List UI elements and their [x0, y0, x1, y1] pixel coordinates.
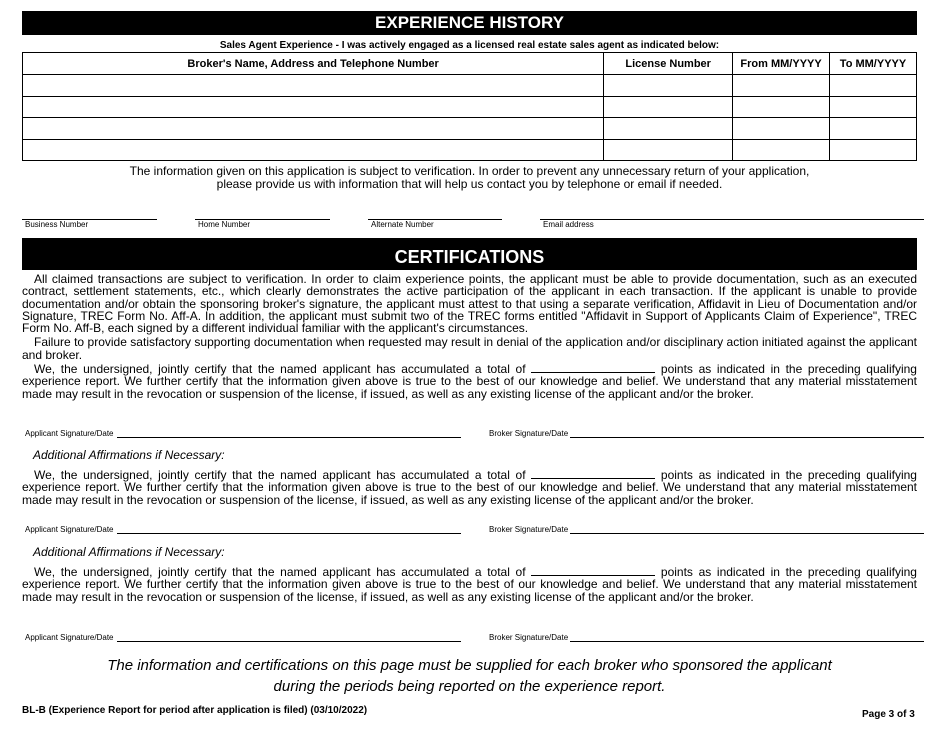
from-date-cell[interactable] — [733, 96, 830, 118]
business-number-label: Business Number — [25, 220, 89, 229]
additional-certification-2 — [22, 566, 917, 603]
broker-name-cell[interactable] — [23, 96, 604, 118]
applicant-signature-label: Applicant Signature/Date — [25, 633, 114, 642]
failure-paragraph: Failure to provide satisfactory supporting documentation when requested may result in denial of the application and/or disciplinary action initiated against the applicant and broker. — [22, 335, 917, 362]
col-license-number: License Number — [604, 53, 733, 75]
from-date-cell[interactable] — [733, 75, 830, 97]
table-row — [23, 96, 917, 118]
certifications-heading: CERTIFICATIONS — [22, 238, 917, 270]
applicant-signature-label: Applicant Signature/Date — [25, 525, 114, 534]
verification-paragraph: All claimed transactions are subject to verification. In order to claim experience points, the applicant must be able to provide documentation, such as an executed contract, settlement statements, etc., which clearly demonstrates the active participation of the applicant in each transaction. If the applicant is unable to provide documentation and/or obtain the sponsoring broker's signature, the applicant must attest to that using a separate verification, Affidavit in Lieu of Documentation and/or Signature, TREC Form No. Aff-A. In addition, the applicant must submit two of the TREC forms entitled "Affidavit in Support of Applicants Claim of Experience", TREC Form No. Aff-B, each signed by a different individual familiar with the applicant's circumstances. — [22, 272, 917, 336]
broker-signature-label: Broker Signature/Date — [489, 429, 569, 438]
broker-name-cell[interactable] — [23, 118, 604, 140]
form-identifier: BL-B (Experience Report for period after application is filed) (03/10/2022) — [22, 705, 368, 716]
sponsor-note-line1: The information and certifications on this page must be supplied for each broker who sponsored the applicant — [107, 657, 832, 674]
verification-info-line2: please provide us with information that will help us contact you by telephone or email if needed. — [216, 177, 723, 191]
certification-statement: We, the undersigned, jointly certify that the named applicant has accumulated a total of points as indicated in the preceding qualifying experience report. We further certify that the information given above is true to the best of our knowledge and belief. We understand that any material misstatement made may result in the revocation or suspension of the license, if issued, as well as any existing license of the applicant and/or the broker. — [22, 362, 917, 401]
certification-intro — [22, 273, 917, 400]
broker-name-cell[interactable] — [23, 75, 604, 97]
additional-certification-1 — [22, 469, 917, 506]
broker-signature-field[interactable] — [570, 641, 924, 642]
applicant-signature-field[interactable] — [117, 437, 461, 438]
table-row — [23, 139, 917, 161]
experience-table — [22, 52, 917, 161]
email-field[interactable] — [540, 219, 924, 220]
points-total-field[interactable] — [531, 567, 655, 576]
verification-info — [22, 165, 917, 191]
applicant-signature-label: Applicant Signature/Date — [25, 429, 114, 438]
license-number-cell[interactable] — [604, 96, 733, 118]
col-broker-name: Broker's Name, Address and Telephone Number — [23, 53, 604, 75]
to-date-cell[interactable] — [830, 139, 917, 161]
experience-history-heading: EXPERIENCE HISTORY — [22, 11, 917, 35]
broker-signature-field[interactable] — [570, 533, 924, 534]
from-date-cell[interactable] — [733, 139, 830, 161]
additional-affirmations-label: Additional Affirmations if Necessary: — [33, 545, 225, 559]
broker-signature-label: Broker Signature/Date — [489, 525, 569, 534]
certification-statement: We, the undersigned, jointly certify that the named applicant has accumulated a total of points as indicated in the preceding qualifying experience report. We further certify that the information given above is true to the best of our knowledge and belief. We understand that any material misstatement made may result in the revocation or suspension of the license, if issued, as well as any existing license of the applicant and/or the broker. — [22, 565, 917, 604]
sponsor-note-line2: during the periods being reported on the experience report. — [273, 678, 666, 695]
table-row — [23, 118, 917, 140]
page-number: Page 3 of 3 — [862, 709, 915, 720]
experience-subtitle: Sales Agent Experience - I was actively engaged as a licensed real estate sales agent as indicated below: — [219, 40, 720, 51]
from-date-cell[interactable] — [733, 118, 830, 140]
table-row — [23, 75, 917, 97]
home-number-label: Home Number — [198, 220, 251, 229]
to-date-cell[interactable] — [830, 118, 917, 140]
license-number-cell[interactable] — [604, 118, 733, 140]
additional-affirmations-label: Additional Affirmations if Necessary: — [33, 448, 225, 462]
license-number-cell[interactable] — [604, 75, 733, 97]
to-date-cell[interactable] — [830, 75, 917, 97]
points-total-field[interactable] — [531, 364, 655, 373]
email-label: Email address — [543, 220, 594, 229]
broker-signature-field[interactable] — [570, 437, 924, 438]
broker-name-cell[interactable] — [23, 139, 604, 161]
sponsor-broker-note — [22, 655, 917, 697]
points-total-field[interactable] — [531, 470, 655, 479]
certification-statement: We, the undersigned, jointly certify that the named applicant has accumulated a total of points as indicated in the preceding qualifying experience report. We further certify that the information given above is true to the best of our knowledge and belief. We understand that any material misstatement made may result in the revocation or suspension of the license, if issued, as well as any existing license of the applicant and/or the broker. — [22, 468, 917, 507]
license-number-cell[interactable] — [604, 139, 733, 161]
applicant-signature-field[interactable] — [117, 533, 461, 534]
verification-info-line1: The information given on this application is subject to verification. In order to prevent any unnecessary return of your application, — [129, 164, 810, 178]
broker-signature-label: Broker Signature/Date — [489, 633, 569, 642]
col-from-date: From MM/YYYY — [733, 53, 830, 75]
to-date-cell[interactable] — [830, 96, 917, 118]
col-to-date: To MM/YYYY — [830, 53, 917, 75]
applicant-signature-field[interactable] — [117, 641, 461, 642]
alternate-number-label: Alternate Number — [371, 220, 434, 229]
